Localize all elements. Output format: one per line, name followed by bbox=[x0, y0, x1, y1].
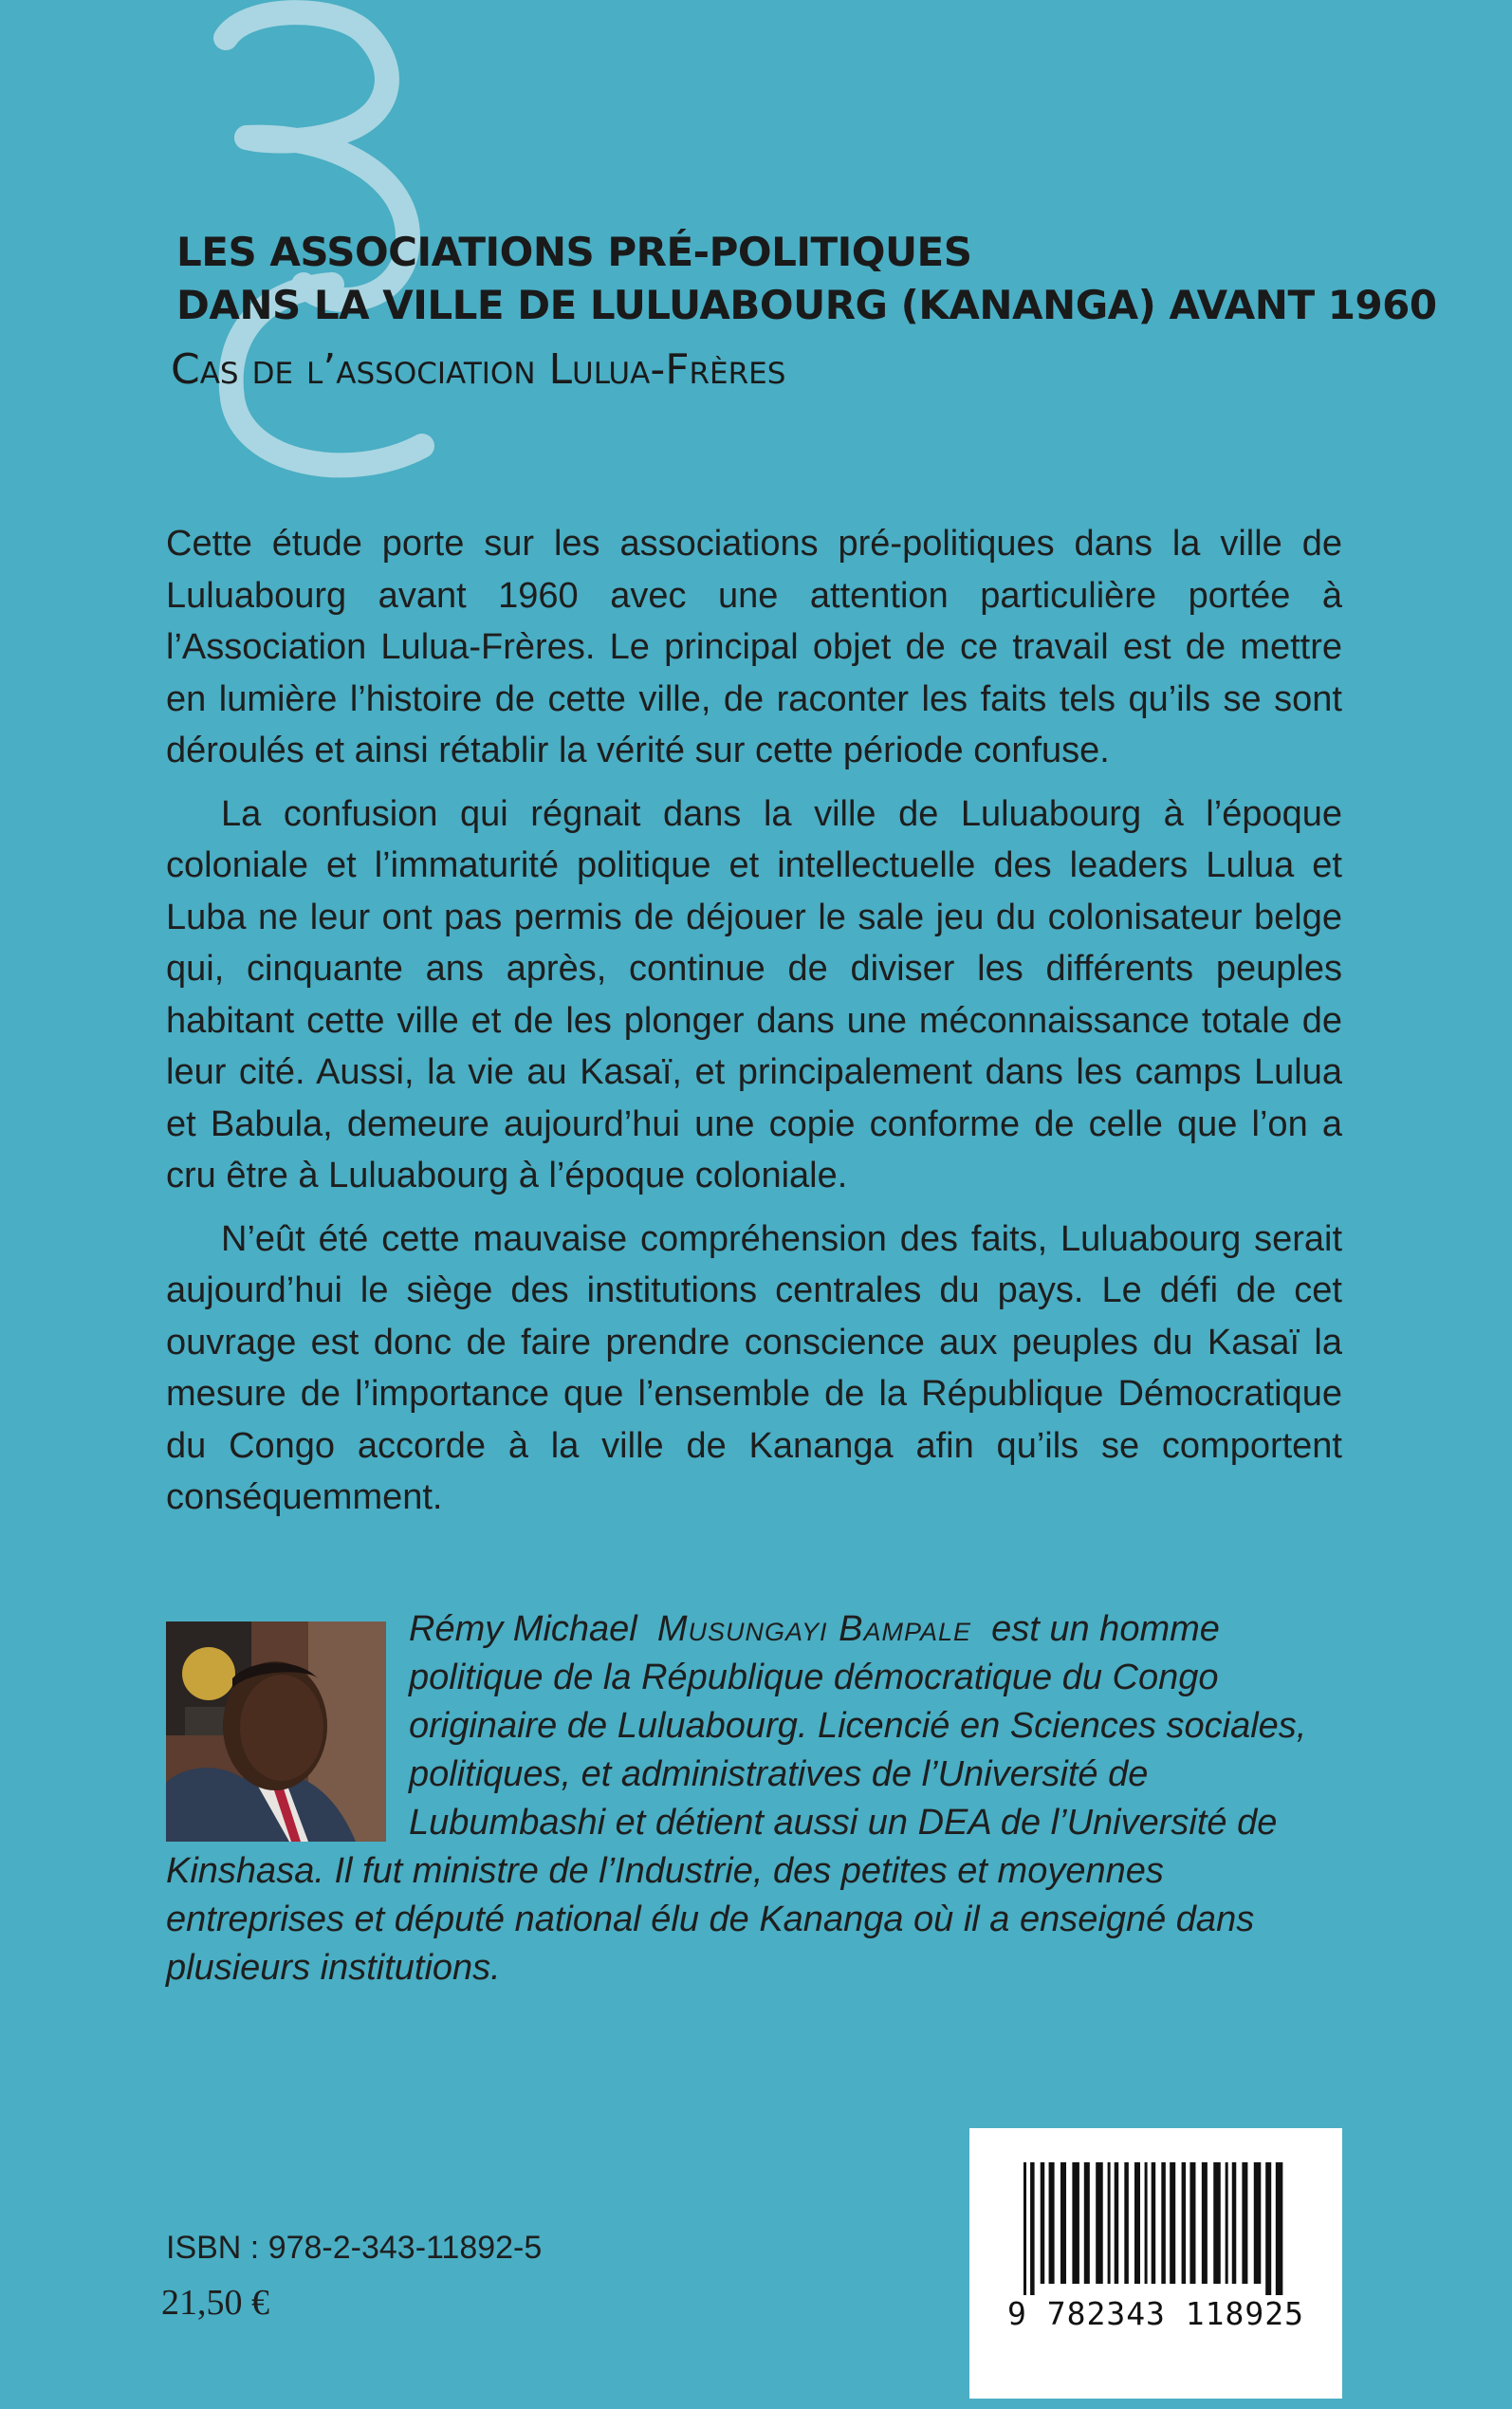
barcode-bar bbox=[1145, 2162, 1148, 2284]
barcode-bar bbox=[1049, 2162, 1055, 2284]
barcode-bar bbox=[1060, 2162, 1066, 2284]
barcode-bar bbox=[1276, 2162, 1283, 2295]
barcode-digits: 9 782343 118925 bbox=[1006, 2295, 1304, 2332]
barcode-bar bbox=[1242, 2162, 1247, 2284]
blurb-paragraph-2: La confusion qui régnait dans la ville de Luluabourg à l’époque coloniale et l’immaturité politique et intellectuelle des leaders Lulua et Luba ne leur ont pas permis de déjouer le sale jeu du colonisateur belge qui, cinquante ans après, continue de diviser les différents peuples habitant cette ville et de les plonger dans une méconnaissance totale de leur cité. Aussi, la vie au Kasaï, et principalement dans les camps Lulua et Babula, demeure aujourd’hui une copie conforme de celle que l’on a cru être à Luluabourg à l’époque coloniale. bbox=[166, 793, 1342, 1195]
book-subtitle: Cas de l’association Lulua-Frères bbox=[171, 345, 786, 394]
barcode-bar bbox=[1023, 2162, 1026, 2295]
barcode-bar bbox=[1202, 2162, 1208, 2284]
title-line-2: DANS LA VILLE DE LULUABOURG (KANANGA) AVANT 1960 bbox=[176, 282, 1437, 328]
book-title bbox=[176, 226, 1437, 332]
author-last-names: Musungayi Bampale bbox=[656, 1609, 971, 1649]
barcode-bar bbox=[1108, 2162, 1111, 2284]
barcode bbox=[969, 2128, 1342, 2399]
barcode-bar bbox=[1161, 2162, 1166, 2284]
barcode-bar bbox=[1124, 2162, 1129, 2284]
barcode-bar bbox=[1254, 2162, 1262, 2284]
barcode-bar bbox=[1265, 2162, 1271, 2295]
barcode-bar bbox=[1152, 2162, 1156, 2284]
blurb-paragraph-3: N’eût été cette mauvaise compréhension des faits, Luluabourg serait aujourd’hui le siège des institutions centrales du pays. Le défi de cet ouvrage est donc de faire prendre conscience aux peuples du Kasaï la mesure de l’importance que l’ensemble de la République Démocratique du Congo accorde à la ville de Kananga afin qu’ils se comportent conséquemment. bbox=[166, 1218, 1342, 1517]
barcode-bar bbox=[1115, 2162, 1119, 2284]
barcode-bar bbox=[1182, 2162, 1187, 2284]
barcode-bar bbox=[1030, 2162, 1035, 2295]
barcode-bars bbox=[1019, 2162, 1294, 2295]
isbn: ISBN : 978-2-343-11892-5 bbox=[166, 2230, 543, 2266]
barcode-bar bbox=[1189, 2162, 1195, 2284]
price: 21,50 € bbox=[161, 2283, 269, 2323]
barcode-bar bbox=[1084, 2162, 1090, 2284]
barcode-bar bbox=[1213, 2162, 1221, 2284]
author-bio bbox=[166, 1605, 1344, 1992]
barcode-bar bbox=[1134, 2162, 1140, 2284]
barcode-bar bbox=[1226, 2162, 1228, 2284]
barcode-bar bbox=[1096, 2162, 1103, 2284]
title-line-1: LES ASSOCIATIONS PRÉ-POLITIQUES bbox=[176, 229, 972, 275]
barcode-bar bbox=[1041, 2162, 1045, 2284]
blurb bbox=[166, 518, 1342, 1535]
barcode-bar bbox=[1170, 2162, 1175, 2284]
author-first-names: Rémy Michael bbox=[409, 1609, 637, 1649]
barcode-bar bbox=[1232, 2162, 1237, 2284]
author-bio-text: est un homme politique de la République démocratique du Congo originaire de Luluabourg. Licencié en Sciences sociales, politiques, et administratives de l’Université de Lubumbashi et détient aussi un DEA de l’Université de Kinshasa. Il fut ministre de l’Industrie, des petites et moyennes entreprises et député national élu de Kananga où il a enseigné dans plusieurs institutions. bbox=[166, 1609, 1307, 1988]
blurb-paragraph-1: Cette étude porte sur les associations pré-politiques dans la ville de Luluabourg avant 1960 avec une attention particulière portée à l’Association Lulua-Frères. Le principal objet de ce travail est de mettre en lumière l’histoire de cette ville, de raconter les faits tels qu’ils se sont déroulés et ainsi rétablir la vérité sur cette période confuse. bbox=[166, 524, 1342, 770]
barcode-bar bbox=[1072, 2162, 1079, 2284]
